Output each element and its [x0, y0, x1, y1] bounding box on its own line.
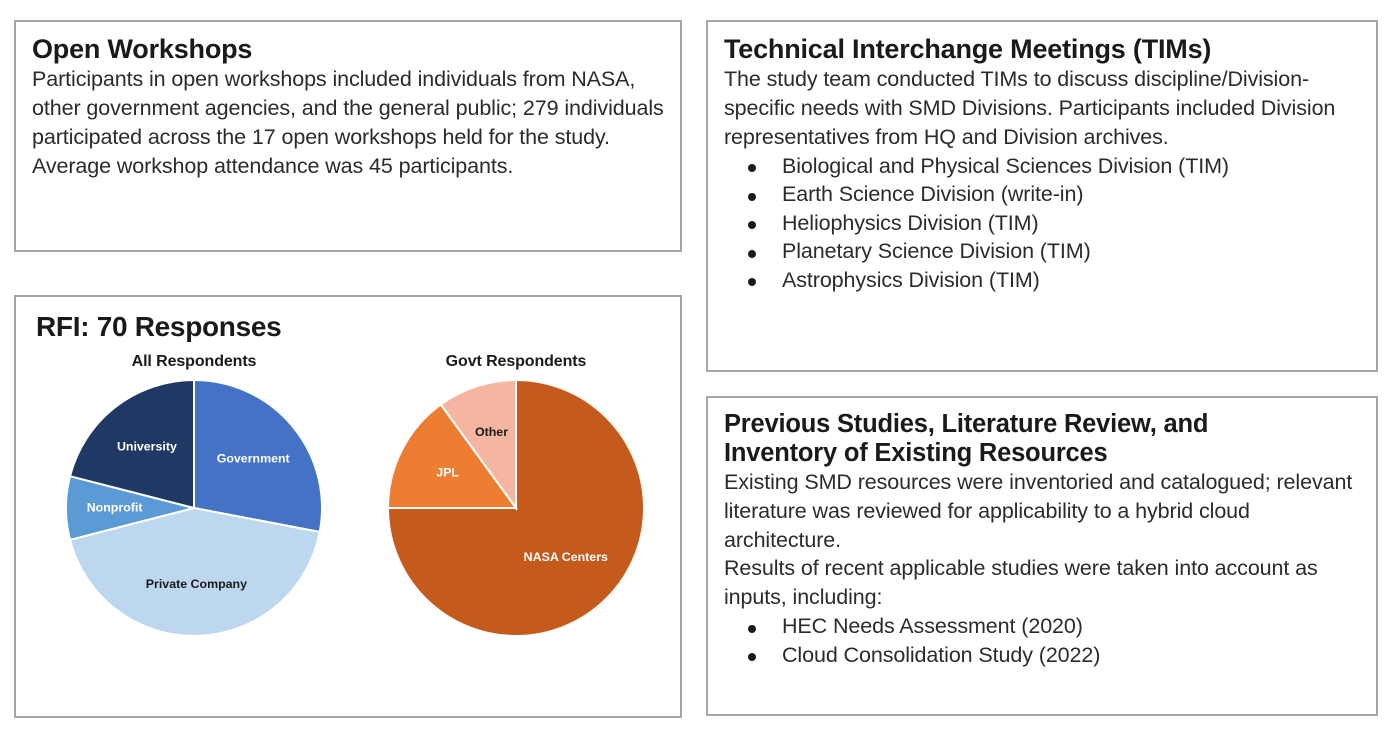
bullet-dot-icon: [748, 278, 756, 286]
list-item: [724, 612, 1360, 641]
panel-open-workshops: [14, 20, 682, 252]
pie-slice-label: University: [116, 439, 177, 454]
pie-chart-all-respondents-canvas: [44, 375, 344, 641]
open-workshops-title: Open Workshops: [32, 34, 253, 64]
bullet-dot-icon: [748, 653, 756, 661]
pie-slice-label: Other: [474, 424, 509, 439]
rfi-title: RFI: 70 Responses: [36, 311, 282, 342]
panel-technical-interchange-meetings: [706, 20, 1378, 372]
list-item-label: Planetary Science Division (TIM): [782, 239, 1091, 264]
panel-tims-content: [708, 22, 1376, 305]
list-item-label: Heliophysics Division (TIM): [782, 210, 1039, 235]
tims-bullet-list: [724, 152, 1360, 295]
bullet-dot-icon: [748, 221, 756, 229]
panel-open-workshops-content: [16, 22, 680, 190]
bullet-dot-icon: [748, 625, 756, 633]
list-item-label: Biological and Physical Sciences Division (TIM): [782, 153, 1229, 178]
list-item: [724, 209, 1360, 238]
panel-previous-studies-content: [708, 398, 1376, 679]
panel-previous-studies: [706, 396, 1378, 716]
pie-chart-all-respondents-title: All Respondents: [131, 353, 257, 370]
panel-rfi-content: [16, 297, 680, 683]
pie-svg-govt-respondents: [383, 375, 649, 641]
list-item-label: Earth Science Division (write-in): [782, 182, 1084, 207]
list-item-label: HEC Needs Assessment (2020): [782, 614, 1083, 639]
pie-chart-govt-respondents: [366, 353, 666, 641]
list-item: [724, 180, 1360, 209]
bullet-dot-icon: [748, 164, 756, 172]
open-workshops-body: Participants in open workshops included individuals from NASA, other government agencies, and the general public; 279 individuals participated across the 17 open workshops held for the study. Average workshop attendance was 45 participants.: [32, 67, 664, 178]
pie-slice-label: Nonprofit: [86, 500, 143, 515]
previous-studies-title: [724, 410, 1360, 467]
tims-body: The study team conducted TIMs to discuss discipline/Division-specific needs with SMD Divisions. Participants included Division representatives from HQ and Division archives.: [724, 67, 1336, 149]
list-item-label: Astrophysics Division (TIM): [782, 268, 1040, 292]
pie-slice-label: NASA Centers: [523, 550, 608, 565]
list-item: [724, 641, 1360, 670]
tims-title: Technical Interchange Meetings (TIMs): [724, 34, 1212, 64]
pie-slice-label: Government: [216, 451, 290, 466]
pie-slice-label: Private Company: [145, 577, 248, 592]
panel-rfi-responses: [14, 295, 682, 718]
previous-studies-body-secondary: Results of recent applicable studies were taken into account as inputs, including:: [724, 556, 1318, 610]
list-item: [724, 152, 1360, 181]
bullet-dot-icon: [748, 250, 756, 258]
pie-chart-govt-respondents-title: Govt Respondents: [445, 353, 587, 370]
list-item: [724, 237, 1360, 266]
pie-chart-govt-respondents-canvas: [366, 375, 666, 641]
previous-studies-body: Existing SMD resources were inventoried and catalogued; relevant literature was reviewed for applicability to a hybrid cloud architecture.: [724, 470, 1353, 552]
list-item: [724, 266, 1360, 295]
pie-slice-label: JPL: [436, 465, 459, 480]
previous-studies-title-line1: Previous Studies, Literature Review, and: [724, 410, 1209, 438]
pie-chart-all-respondents: [44, 353, 344, 641]
list-item-label: Cloud Consolidation Study (2022): [782, 642, 1101, 667]
previous-studies-bullet-list: [724, 612, 1360, 669]
pie-svg-all-respondents: [61, 375, 327, 641]
pie-charts-row: [36, 353, 662, 683]
bullet-dot-icon: [748, 193, 756, 201]
previous-studies-title-line2: Inventory of Existing Resources: [724, 438, 1108, 467]
